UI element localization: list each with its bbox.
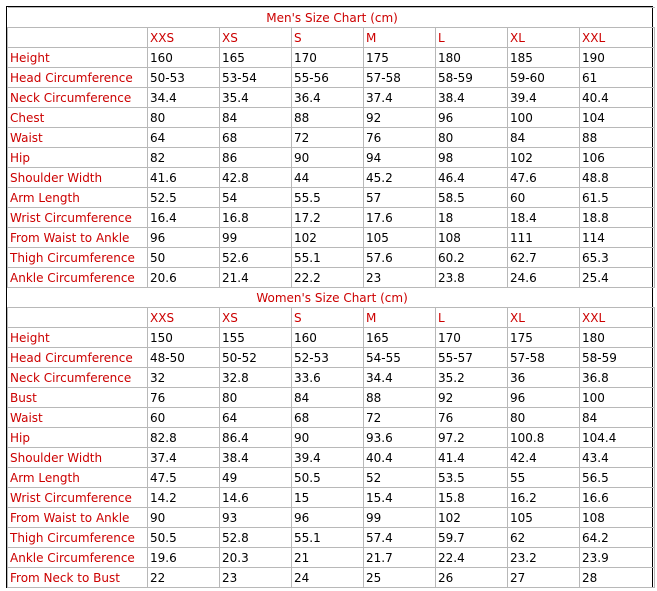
measurement-value: 58-59 bbox=[580, 348, 655, 368]
measurement-value: 26 bbox=[436, 568, 508, 588]
measurement-value: 23 bbox=[364, 268, 436, 288]
measurement-value: 32 bbox=[148, 368, 220, 388]
size-chart-table bbox=[7, 7, 655, 588]
measurement-label: Height bbox=[8, 328, 148, 348]
measurement-value: 60 bbox=[508, 188, 580, 208]
measurement-label: Head Circumference bbox=[8, 348, 148, 368]
measurement-value: 37.4 bbox=[364, 88, 436, 108]
men-chart-title: Men's Size Chart (cm) bbox=[8, 8, 655, 28]
measurement-value: 25 bbox=[364, 568, 436, 588]
measurement-value: 99 bbox=[220, 228, 292, 248]
measurement-value: 84 bbox=[292, 388, 364, 408]
measurement-value: 65.3 bbox=[580, 248, 655, 268]
size-header-cell: M bbox=[364, 28, 436, 48]
measurement-value: 76 bbox=[364, 128, 436, 148]
measurement-value: 80 bbox=[148, 108, 220, 128]
measurement-label: From Waist to Ankle bbox=[8, 508, 148, 528]
measurement-value: 55-56 bbox=[292, 68, 364, 88]
measurement-value: 16.2 bbox=[508, 488, 580, 508]
measurement-value: 54 bbox=[220, 188, 292, 208]
measurement-value: 62.7 bbox=[508, 248, 580, 268]
measurement-label: Wrist Circumference bbox=[8, 488, 148, 508]
women-table-row bbox=[8, 528, 655, 548]
men-table-row bbox=[8, 108, 655, 128]
measurement-value: 24 bbox=[292, 568, 364, 588]
header-blank-cell bbox=[8, 28, 148, 48]
measurement-value: 57.4 bbox=[364, 528, 436, 548]
measurement-value: 175 bbox=[364, 48, 436, 68]
measurement-label: Shoulder Width bbox=[8, 168, 148, 188]
men-table-row bbox=[8, 208, 655, 228]
measurement-value: 72 bbox=[364, 408, 436, 428]
men-table-row bbox=[8, 128, 655, 148]
measurement-value: 23.9 bbox=[580, 548, 655, 568]
measurement-value: 64.2 bbox=[580, 528, 655, 548]
men-table-row bbox=[8, 88, 655, 108]
measurement-value: 105 bbox=[508, 508, 580, 528]
measurement-value: 55.1 bbox=[292, 528, 364, 548]
measurement-value: 38.4 bbox=[436, 88, 508, 108]
measurement-value: 20.6 bbox=[148, 268, 220, 288]
measurement-value: 60.2 bbox=[436, 248, 508, 268]
measurement-value: 61.5 bbox=[580, 188, 655, 208]
measurement-value: 47.5 bbox=[148, 468, 220, 488]
size-header-cell: S bbox=[292, 28, 364, 48]
measurement-value: 56.5 bbox=[580, 468, 655, 488]
measurement-value: 97.2 bbox=[436, 428, 508, 448]
measurement-value: 86 bbox=[220, 148, 292, 168]
measurement-value: 96 bbox=[292, 508, 364, 528]
measurement-value: 22 bbox=[148, 568, 220, 588]
measurement-value: 33.6 bbox=[292, 368, 364, 388]
measurement-value: 150 bbox=[148, 328, 220, 348]
measurement-value: 47.6 bbox=[508, 168, 580, 188]
measurement-value: 35.2 bbox=[436, 368, 508, 388]
measurement-value: 106 bbox=[580, 148, 655, 168]
measurement-value: 190 bbox=[580, 48, 655, 68]
measurement-value: 108 bbox=[580, 508, 655, 528]
measurement-value: 64 bbox=[148, 128, 220, 148]
measurement-value: 72 bbox=[292, 128, 364, 148]
measurement-value: 17.6 bbox=[364, 208, 436, 228]
measurement-value: 80 bbox=[436, 128, 508, 148]
measurement-value: 100 bbox=[508, 108, 580, 128]
measurement-label: Bust bbox=[8, 388, 148, 408]
size-header-cell: XXS bbox=[148, 28, 220, 48]
measurement-value: 35.4 bbox=[220, 88, 292, 108]
measurement-label: Head Circumference bbox=[8, 68, 148, 88]
measurement-value: 55.5 bbox=[292, 188, 364, 208]
women-table-row bbox=[8, 488, 655, 508]
measurement-value: 42.8 bbox=[220, 168, 292, 188]
measurement-value: 43.4 bbox=[580, 448, 655, 468]
measurement-label: Thigh Circumference bbox=[8, 248, 148, 268]
measurement-value: 50.5 bbox=[148, 528, 220, 548]
measurement-value: 54-55 bbox=[364, 348, 436, 368]
measurement-value: 185 bbox=[508, 48, 580, 68]
measurement-label: Shoulder Width bbox=[8, 448, 148, 468]
measurement-label: Arm Length bbox=[8, 468, 148, 488]
measurement-value: 88 bbox=[580, 128, 655, 148]
measurement-value: 52.8 bbox=[220, 528, 292, 548]
measurement-value: 59-60 bbox=[508, 68, 580, 88]
men-table-row bbox=[8, 188, 655, 208]
measurement-value: 57.6 bbox=[364, 248, 436, 268]
measurement-value: 59.7 bbox=[436, 528, 508, 548]
measurement-value: 25.4 bbox=[580, 268, 655, 288]
women-table-row bbox=[8, 328, 655, 348]
measurement-value: 44 bbox=[292, 168, 364, 188]
measurement-value: 104.4 bbox=[580, 428, 655, 448]
men-table-row bbox=[8, 48, 655, 68]
men-table-row bbox=[8, 68, 655, 88]
measurement-label: Hip bbox=[8, 148, 148, 168]
measurement-value: 92 bbox=[436, 388, 508, 408]
measurement-value: 21.7 bbox=[364, 548, 436, 568]
women-table-row bbox=[8, 428, 655, 448]
measurement-value: 14.2 bbox=[148, 488, 220, 508]
measurement-value: 50-52 bbox=[220, 348, 292, 368]
measurement-value: 102 bbox=[508, 148, 580, 168]
measurement-value: 28 bbox=[580, 568, 655, 588]
measurement-label: From Neck to Bust bbox=[8, 568, 148, 588]
measurement-value: 104 bbox=[580, 108, 655, 128]
measurement-value: 32.8 bbox=[220, 368, 292, 388]
men-table-row bbox=[8, 168, 655, 188]
measurement-value: 98 bbox=[436, 148, 508, 168]
measurement-value: 160 bbox=[292, 328, 364, 348]
size-header-cell: S bbox=[292, 308, 364, 328]
women-table-row bbox=[8, 568, 655, 588]
measurement-value: 88 bbox=[292, 108, 364, 128]
measurement-value: 64 bbox=[220, 408, 292, 428]
measurement-value: 17.2 bbox=[292, 208, 364, 228]
women-table-row bbox=[8, 368, 655, 388]
measurement-value: 102 bbox=[292, 228, 364, 248]
men-table-row bbox=[8, 228, 655, 248]
measurement-value: 22.4 bbox=[436, 548, 508, 568]
measurement-value: 21 bbox=[292, 548, 364, 568]
measurement-value: 100 bbox=[580, 388, 655, 408]
men-size-header-row bbox=[8, 28, 655, 48]
size-header-cell: M bbox=[364, 308, 436, 328]
measurement-value: 27 bbox=[508, 568, 580, 588]
measurement-value: 40.4 bbox=[580, 88, 655, 108]
measurement-value: 45.2 bbox=[364, 168, 436, 188]
measurement-label: Ankle Circumference bbox=[8, 268, 148, 288]
measurement-value: 55-57 bbox=[436, 348, 508, 368]
measurement-value: 52.5 bbox=[148, 188, 220, 208]
size-header-cell: XXL bbox=[580, 28, 655, 48]
women-table-row bbox=[8, 388, 655, 408]
measurement-label: Ankle Circumference bbox=[8, 548, 148, 568]
measurement-label: Arm Length bbox=[8, 188, 148, 208]
size-header-cell: XXL bbox=[580, 308, 655, 328]
measurement-value: 16.6 bbox=[580, 488, 655, 508]
measurement-value: 58-59 bbox=[436, 68, 508, 88]
women-chart-title: Women's Size Chart (cm) bbox=[8, 288, 655, 308]
measurement-label: Chest bbox=[8, 108, 148, 128]
size-chart-sheet bbox=[6, 6, 653, 588]
size-header-cell: XL bbox=[508, 28, 580, 48]
measurement-value: 61 bbox=[580, 68, 655, 88]
measurement-value: 37.4 bbox=[148, 448, 220, 468]
measurement-value: 38.4 bbox=[220, 448, 292, 468]
measurement-value: 16.4 bbox=[148, 208, 220, 228]
measurement-value: 21.4 bbox=[220, 268, 292, 288]
measurement-value: 92 bbox=[364, 108, 436, 128]
measurement-value: 18 bbox=[436, 208, 508, 228]
measurement-label: Height bbox=[8, 48, 148, 68]
measurement-value: 34.4 bbox=[364, 368, 436, 388]
women-table-row bbox=[8, 408, 655, 428]
measurement-value: 90 bbox=[148, 508, 220, 528]
measurement-value: 180 bbox=[580, 328, 655, 348]
women-title-row bbox=[8, 288, 655, 308]
measurement-value: 105 bbox=[364, 228, 436, 248]
women-table-row bbox=[8, 468, 655, 488]
measurement-value: 99 bbox=[364, 508, 436, 528]
measurement-value: 50.5 bbox=[292, 468, 364, 488]
measurement-value: 53.5 bbox=[436, 468, 508, 488]
measurement-label: Neck Circumference bbox=[8, 368, 148, 388]
measurement-value: 96 bbox=[508, 388, 580, 408]
measurement-value: 62 bbox=[508, 528, 580, 548]
measurement-value: 52 bbox=[364, 468, 436, 488]
measurement-value: 96 bbox=[436, 108, 508, 128]
men-table-row bbox=[8, 268, 655, 288]
size-header-cell: XS bbox=[220, 28, 292, 48]
measurement-value: 18.4 bbox=[508, 208, 580, 228]
measurement-value: 111 bbox=[508, 228, 580, 248]
measurement-value: 114 bbox=[580, 228, 655, 248]
measurement-value: 170 bbox=[436, 328, 508, 348]
measurement-value: 15.8 bbox=[436, 488, 508, 508]
measurement-value: 60 bbox=[148, 408, 220, 428]
measurement-value: 165 bbox=[220, 48, 292, 68]
measurement-value: 58.5 bbox=[436, 188, 508, 208]
women-table-row bbox=[8, 348, 655, 368]
measurement-value: 16.8 bbox=[220, 208, 292, 228]
measurement-value: 15.4 bbox=[364, 488, 436, 508]
women-table-row bbox=[8, 548, 655, 568]
measurement-value: 24.6 bbox=[508, 268, 580, 288]
measurement-value: 76 bbox=[436, 408, 508, 428]
measurement-value: 80 bbox=[508, 408, 580, 428]
measurement-value: 39.4 bbox=[292, 448, 364, 468]
measurement-value: 34.4 bbox=[148, 88, 220, 108]
size-header-cell: XL bbox=[508, 308, 580, 328]
measurement-value: 23 bbox=[220, 568, 292, 588]
measurement-value: 82.8 bbox=[148, 428, 220, 448]
measurement-label: Waist bbox=[8, 128, 148, 148]
measurement-value: 52.6 bbox=[220, 248, 292, 268]
measurement-value: 68 bbox=[292, 408, 364, 428]
measurement-value: 86.4 bbox=[220, 428, 292, 448]
measurement-value: 18.8 bbox=[580, 208, 655, 228]
measurement-value: 41.6 bbox=[148, 168, 220, 188]
measurement-value: 49 bbox=[220, 468, 292, 488]
measurement-value: 39.4 bbox=[508, 88, 580, 108]
women-table-row bbox=[8, 508, 655, 528]
measurement-value: 93.6 bbox=[364, 428, 436, 448]
measurement-label: From Waist to Ankle bbox=[8, 228, 148, 248]
measurement-value: 96 bbox=[148, 228, 220, 248]
measurement-value: 23.8 bbox=[436, 268, 508, 288]
measurement-label: Thigh Circumference bbox=[8, 528, 148, 548]
measurement-value: 36 bbox=[508, 368, 580, 388]
measurement-value: 68 bbox=[220, 128, 292, 148]
measurement-value: 48-50 bbox=[148, 348, 220, 368]
measurement-value: 76 bbox=[148, 388, 220, 408]
measurement-value: 170 bbox=[292, 48, 364, 68]
measurement-label: Hip bbox=[8, 428, 148, 448]
measurement-value: 175 bbox=[508, 328, 580, 348]
size-header-cell: XS bbox=[220, 308, 292, 328]
size-header-cell: L bbox=[436, 28, 508, 48]
men-table-row bbox=[8, 248, 655, 268]
measurement-label: Wrist Circumference bbox=[8, 208, 148, 228]
measurement-value: 80 bbox=[220, 388, 292, 408]
measurement-value: 50 bbox=[148, 248, 220, 268]
header-blank-cell bbox=[8, 308, 148, 328]
measurement-value: 180 bbox=[436, 48, 508, 68]
measurement-value: 40.4 bbox=[364, 448, 436, 468]
measurement-value: 15 bbox=[292, 488, 364, 508]
measurement-value: 84 bbox=[508, 128, 580, 148]
measurement-value: 55.1 bbox=[292, 248, 364, 268]
women-table-row bbox=[8, 448, 655, 468]
measurement-value: 102 bbox=[436, 508, 508, 528]
measurement-label: Neck Circumference bbox=[8, 88, 148, 108]
measurement-value: 57-58 bbox=[364, 68, 436, 88]
men-table-row bbox=[8, 148, 655, 168]
measurement-value: 52-53 bbox=[292, 348, 364, 368]
measurement-value: 48.8 bbox=[580, 168, 655, 188]
measurement-value: 50-53 bbox=[148, 68, 220, 88]
measurement-value: 90 bbox=[292, 428, 364, 448]
measurement-value: 41.4 bbox=[436, 448, 508, 468]
women-size-header-row bbox=[8, 308, 655, 328]
measurement-value: 22.2 bbox=[292, 268, 364, 288]
measurement-value: 100.8 bbox=[508, 428, 580, 448]
size-header-cell: L bbox=[436, 308, 508, 328]
measurement-value: 36.8 bbox=[580, 368, 655, 388]
measurement-value: 57-58 bbox=[508, 348, 580, 368]
men-title-row bbox=[8, 8, 655, 28]
measurement-value: 84 bbox=[220, 108, 292, 128]
measurement-value: 19.6 bbox=[148, 548, 220, 568]
measurement-value: 53-54 bbox=[220, 68, 292, 88]
measurement-value: 94 bbox=[364, 148, 436, 168]
measurement-value: 90 bbox=[292, 148, 364, 168]
measurement-value: 55 bbox=[508, 468, 580, 488]
measurement-value: 160 bbox=[148, 48, 220, 68]
measurement-value: 84 bbox=[580, 408, 655, 428]
measurement-value: 46.4 bbox=[436, 168, 508, 188]
size-header-cell: XXS bbox=[148, 308, 220, 328]
measurement-value: 14.6 bbox=[220, 488, 292, 508]
measurement-value: 165 bbox=[364, 328, 436, 348]
measurement-value: 93 bbox=[220, 508, 292, 528]
measurement-value: 36.4 bbox=[292, 88, 364, 108]
measurement-value: 42.4 bbox=[508, 448, 580, 468]
measurement-value: 108 bbox=[436, 228, 508, 248]
measurement-value: 20.3 bbox=[220, 548, 292, 568]
measurement-value: 88 bbox=[364, 388, 436, 408]
measurement-value: 23.2 bbox=[508, 548, 580, 568]
measurement-value: 57 bbox=[364, 188, 436, 208]
measurement-value: 82 bbox=[148, 148, 220, 168]
measurement-value: 155 bbox=[220, 328, 292, 348]
measurement-label: Waist bbox=[8, 408, 148, 428]
